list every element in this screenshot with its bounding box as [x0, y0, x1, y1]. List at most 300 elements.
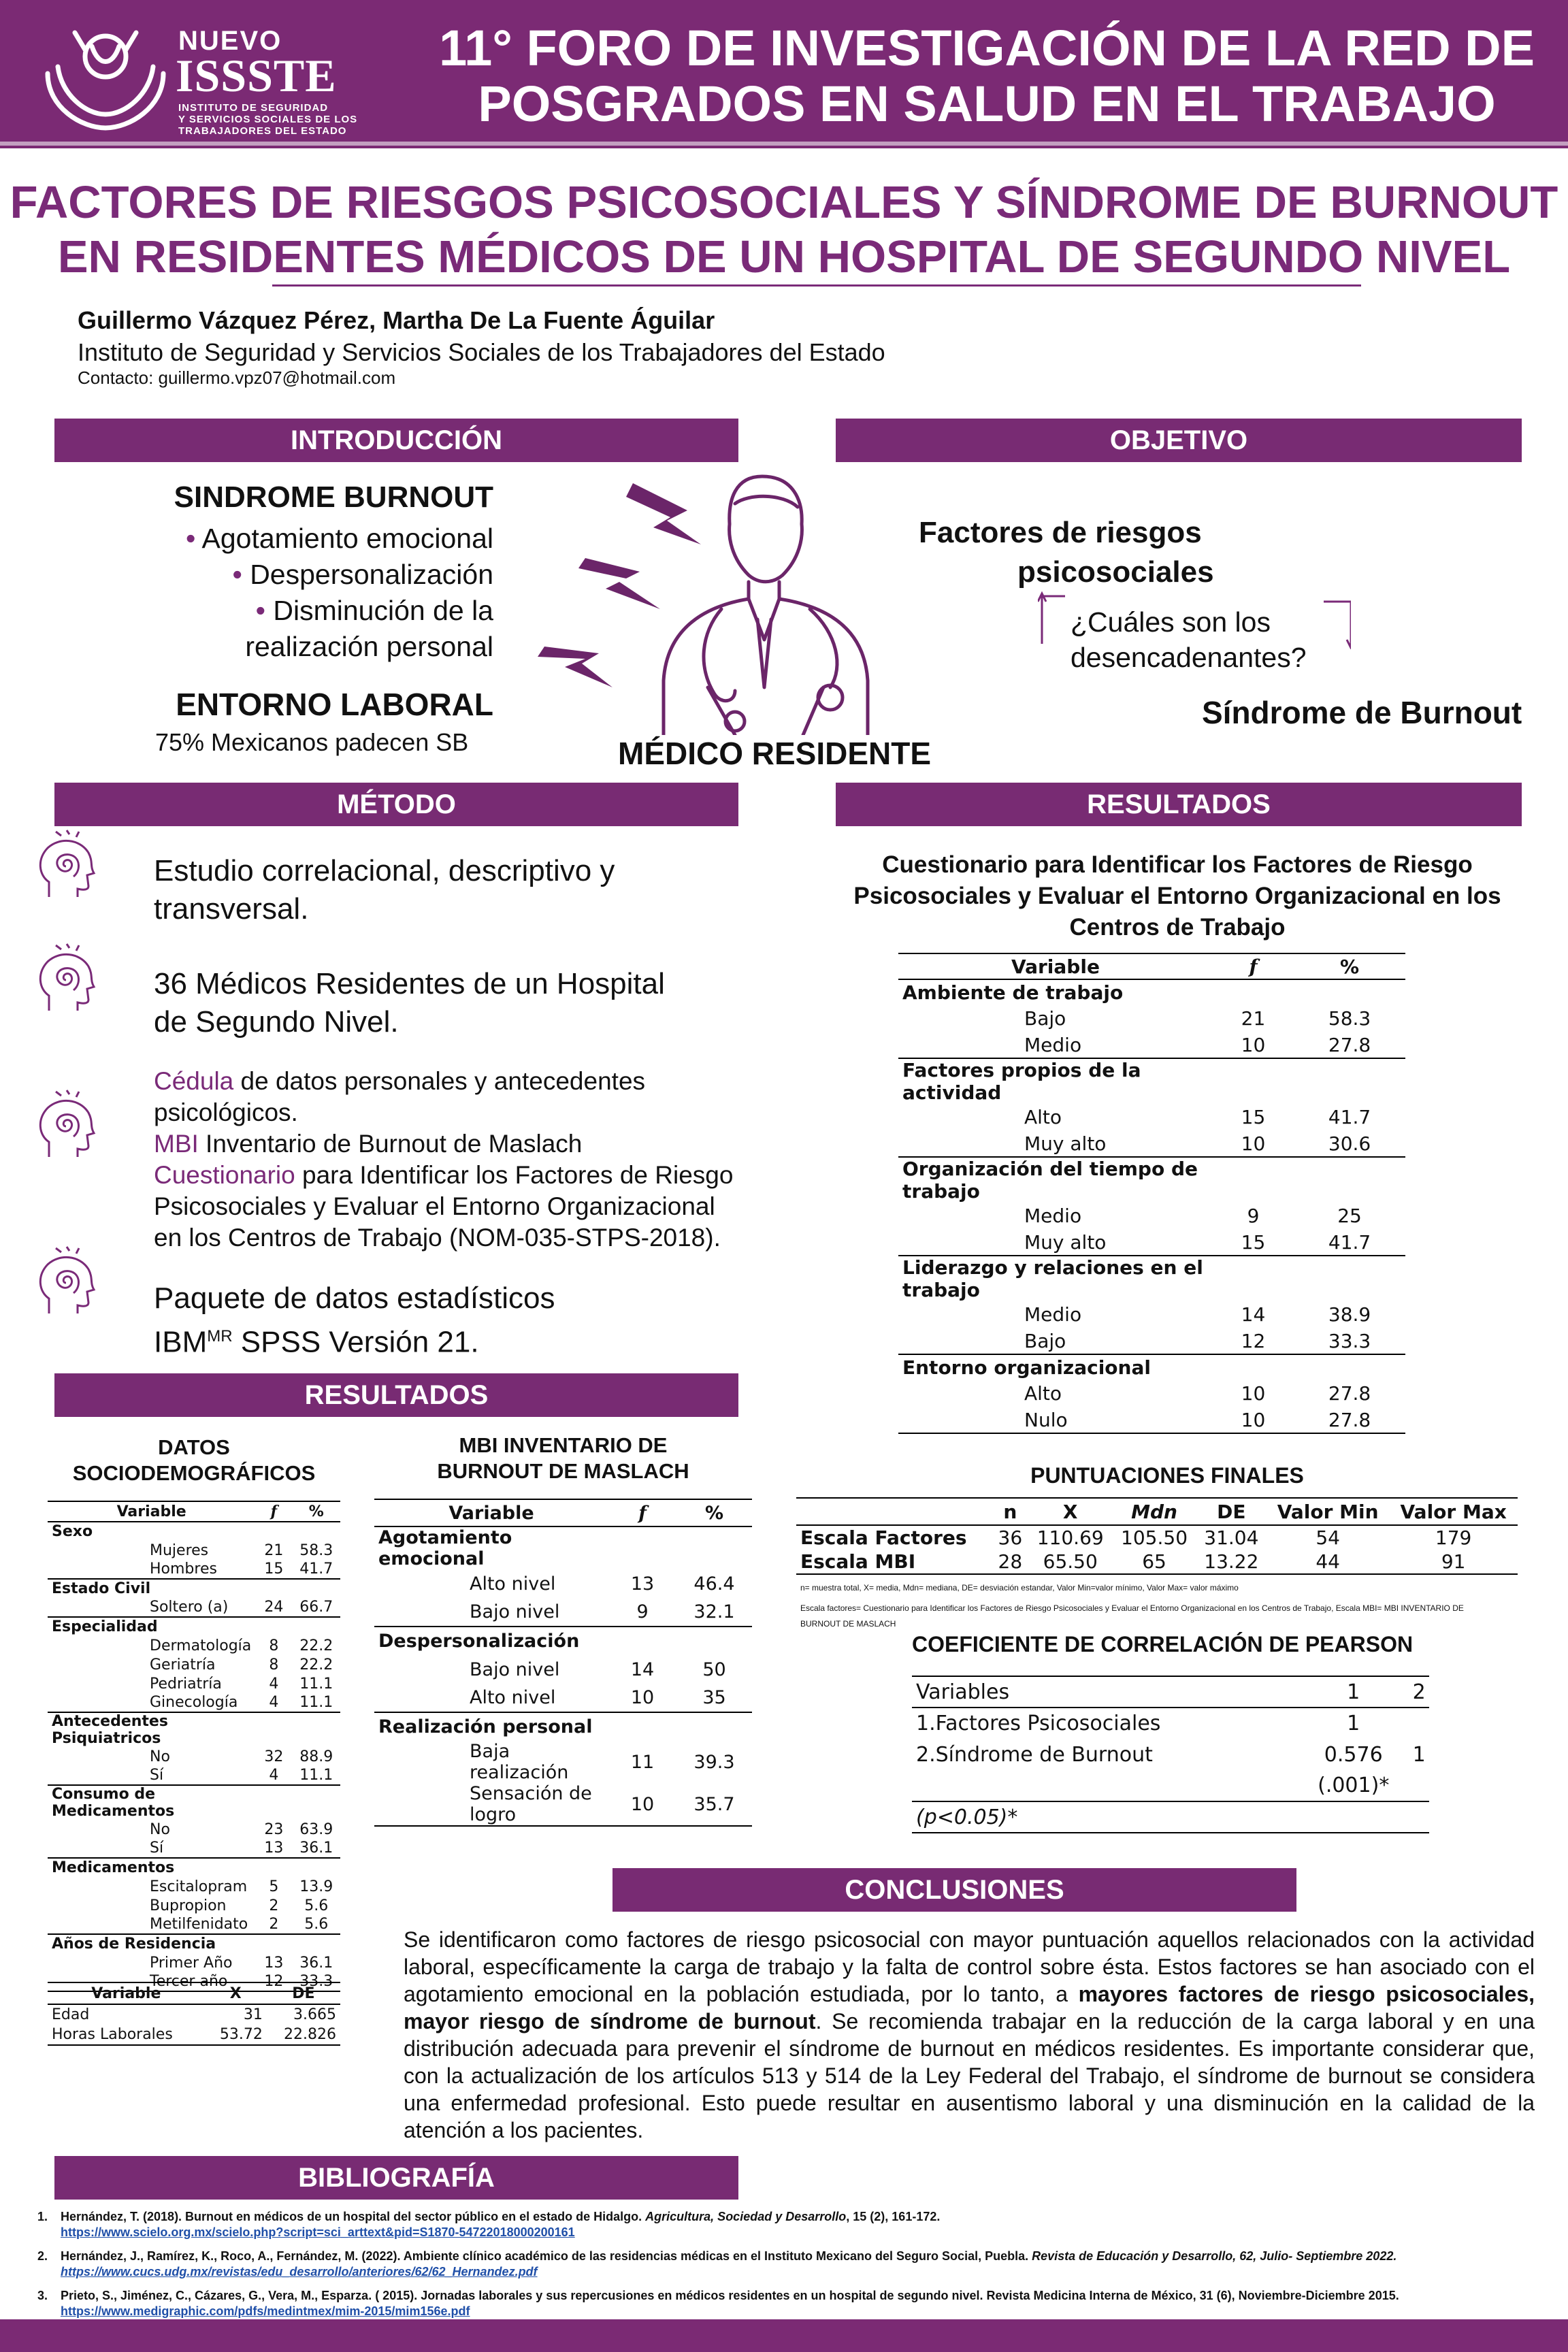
group-row [898, 1157, 1405, 1203]
row-label: Edad [52, 2006, 90, 2023]
row-label: Alto nivel [470, 1687, 556, 1708]
group-row [48, 1522, 340, 1541]
row-label: Geriatría [150, 1656, 216, 1673]
group-label: Realización personal [378, 1716, 593, 1737]
reference-2-link[interactable]: https://www.cucs.udg.mx/revistas/edu_desarrollo/anteriores/62/62_Hernandez.pdf [61, 2265, 538, 2278]
cuest-title-3: Centros de Trabajo [1069, 914, 1286, 941]
logo-sub2: Y SERVICIOS SOCIALES DE LOS [178, 114, 358, 125]
table-row [796, 1525, 1518, 1550]
table-row [48, 1560, 340, 1579]
table-row [48, 1953, 340, 1972]
row-value: 13.9 [299, 1878, 333, 1895]
row-label: No [150, 1748, 170, 1765]
cuest-title-1: Cuestionario para Identificar los Factores de Riesgo [882, 851, 1473, 878]
metodo-2a: 36 Médicos Residentes de un Hospital [154, 967, 665, 1000]
cuest-title [803, 849, 1552, 943]
column-header: Variable [448, 1502, 534, 1524]
cuestionario-text2: Psicosociales y Evaluar el Entorno Organizacional [154, 1192, 715, 1220]
footer-bar [0, 2319, 1568, 2352]
row-value: 13 [264, 1954, 284, 1972]
table-row [898, 1407, 1405, 1433]
resultados-left-heading: RESULTADOS [54, 1373, 738, 1417]
row-value: 9 [636, 1601, 649, 1622]
table-header-row [374, 1499, 752, 1526]
logo-line1: NUEVO [178, 26, 282, 56]
bibliografia-heading: BIBLIOGRAFÍA [54, 2156, 738, 2200]
head-spiral-icon [29, 1089, 103, 1164]
table-row [796, 1550, 1518, 1574]
pearson-r2-v2: 1 [1412, 1742, 1426, 1767]
row-value: 105.50 [1121, 1526, 1188, 1549]
row-value: 10 [1241, 1033, 1266, 1056]
column-header: Variable [116, 1503, 186, 1520]
row-value: 32 [264, 1748, 284, 1765]
conclusiones-p2: . Se recomienda trabajar en la reducción de la carga laboral y en una distribución adecuada para prevenir el síndrome de burnout en médicos residentes. Es importante considerar que, con la actualización de los artículos 513 y 514 de la Ley Federal del Trabajo, el síndrome de burnout se considera una enfermedad profesional. Esto puede resultar en ausentismo laboral y una disminución en la calidad de la atención a los pacientes. [404, 2009, 1535, 2142]
row-label: Escala Factores [800, 1526, 967, 1549]
medico-residente: MÉDICO RESIDENTE [618, 736, 932, 771]
row-label: Muy alto [1024, 1230, 1107, 1254]
socio-table [48, 1501, 340, 1992]
row-value: 27.8 [1328, 1408, 1371, 1431]
table-cell [1294, 1256, 1405, 1301]
row-value: 15 [1241, 1230, 1266, 1254]
table-row [898, 1104, 1405, 1130]
table-cell [1213, 1157, 1294, 1203]
row-label: Primer Año [150, 1954, 233, 1972]
table-row [48, 1598, 340, 1617]
row-value: 65 [1142, 1550, 1166, 1573]
group-label: Antecedentes Psiquiatricos [52, 1713, 168, 1747]
references [37, 2209, 1535, 2319]
group-row [374, 1526, 752, 1569]
row-value: 32.1 [693, 1601, 735, 1622]
table-row [374, 1655, 752, 1684]
header-divider [0, 142, 1568, 146]
poster-title-line1: FACTORES DE RIESGOS PSICOSOCIALES Y SÍNDROME DE BURNOUT [10, 177, 1558, 228]
group-label: Entorno organizacional [902, 1356, 1151, 1379]
column-header: DE [292, 1984, 315, 2002]
group-row [48, 1785, 340, 1820]
row-label: Nulo [1024, 1408, 1068, 1431]
table-cell [608, 1712, 676, 1741]
column-header: Valor Min [1277, 1500, 1379, 1523]
table-cell [292, 1579, 340, 1598]
punt-title: PUNTUACIONES FINALES [1030, 1463, 1304, 1488]
reference-1-link[interactable]: https://www.scielo.org.mx/scielo.php?script=sci_arttext&pid=S1870-54722018000200161 [61, 2225, 575, 2239]
group-label: Estado Civil [52, 1580, 151, 1597]
table-row [898, 1005, 1405, 1032]
table-cell [255, 1617, 292, 1636]
column-header: % [308, 1503, 324, 1520]
group-label: Factores propios de la actividad [902, 1059, 1141, 1104]
column-header: f [1249, 955, 1258, 978]
row-label: Bajo [1024, 1007, 1066, 1030]
row-label: Bajo nivel [470, 1659, 560, 1680]
socio-title [48, 1435, 340, 1486]
table-row [48, 1674, 340, 1693]
row-value: 22.2 [299, 1656, 333, 1673]
row-value: 21 [264, 1541, 284, 1559]
row-label: Escitalopram [150, 1878, 248, 1895]
conclusiones-heading: CONCLUSIONES [612, 1868, 1296, 1912]
metodo-1 [154, 852, 615, 928]
row-value: 22.2 [299, 1637, 333, 1654]
row-value: 12 [1241, 1329, 1266, 1352]
row-label: Tercer año [150, 1973, 228, 1990]
forum-title-line1: 11° FORO DE INVESTIGACIÓN DE LA RED DE [439, 20, 1535, 76]
row-value: 44 [1316, 1550, 1340, 1573]
mbi-table [374, 1499, 752, 1827]
row-value: 4 [269, 1767, 279, 1784]
table-cell [292, 1712, 340, 1747]
row-value: 15 [264, 1561, 284, 1578]
group-row [898, 1256, 1405, 1301]
column-header: Variable [1011, 955, 1100, 978]
row-value: 13.22 [1204, 1550, 1259, 1573]
mbi-title-1: MBI INVENTARIO DE [459, 1433, 668, 1457]
table-header-row [48, 1501, 340, 1522]
group-label: Medicamentos [52, 1859, 175, 1876]
column-header: f [270, 1503, 278, 1520]
contact: Contacto: guillermo.vpz07@hotmail.com [78, 368, 396, 388]
table-header-row [898, 953, 1405, 979]
row-value: 2 [269, 1916, 279, 1933]
burnout-item-3b: realización personal [245, 631, 493, 662]
pearson-r2-p: (.001)* [1318, 1774, 1390, 1797]
table-row [48, 1655, 340, 1674]
group-row [898, 979, 1405, 1005]
row-value: 50 [702, 1659, 726, 1680]
row-value: 2 [269, 1897, 279, 1914]
group-label: Despersonalización [378, 1631, 580, 1652]
row-value: 30.6 [1328, 1132, 1371, 1155]
punt-notes [800, 1578, 1522, 1629]
table-row [48, 1915, 340, 1934]
table-row [898, 1229, 1405, 1256]
group-row [374, 1627, 752, 1655]
table-cell [1213, 1058, 1294, 1104]
row-value: 31.04 [1204, 1526, 1259, 1549]
pearson-table [912, 1676, 1429, 1833]
table-cell [255, 1522, 292, 1541]
table-cell [292, 1617, 340, 1636]
table-cell [292, 1858, 340, 1877]
metodo-2b: de Segundo Nivel. [154, 1005, 399, 1039]
objetivo-sindrome: Síndrome de Burnout [1202, 695, 1522, 730]
socio-title-1: DATOS [158, 1435, 230, 1459]
row-label: Metilfenidato [150, 1916, 248, 1933]
row-value: 10 [630, 1793, 655, 1815]
table-cell [1294, 1354, 1405, 1380]
row-label: Sensación de logro [470, 1783, 592, 1825]
row-value: 15 [1241, 1106, 1266, 1128]
pearson-r1-v2 [1409, 1708, 1429, 1739]
intro-heading: INTRODUCCIÓN [54, 419, 738, 462]
reference-3: 3. Prieto, S., Jiménez, C., Cázares, G., Vera, M., Esparza. ( 2015). Jornadas laborales y sus repercusiones en médicos residentes en un hospital de segundo nivel. Revista Medicina Interna de México, 31 (6), Noviembre-Diciembre 2015. https://www.medigraphic.com/pdfs/medintmex/mim-2015/mim156e.pdf [37, 2289, 1399, 2318]
row-value: 28 [998, 1550, 1023, 1573]
pearson-col-1: 1 [1347, 1680, 1360, 1704]
row-value: 46.4 [693, 1573, 735, 1595]
objetivo-question [1071, 604, 1307, 675]
entorno-text: 75% Mexicanos padecen SB [155, 728, 469, 756]
metodo-1a: Estudio correlacional, descriptivo y [154, 854, 615, 887]
table-row [48, 1541, 340, 1560]
reference-1: 1. Hernández, T. (2018). Burnout en médicos de un hospital del sector público en el estado de Hidalgo. Agricultura, Sociedad y Desarrollo, 15 (2), 161-172. https://www.scielo.org.mx/scielo.php?script=sci_arttext&pid=S1870-54722018000200161 [37, 2210, 941, 2239]
row-value: 3.665 [293, 2006, 336, 2023]
row-value: 10 [630, 1687, 655, 1708]
table-cell [255, 1579, 292, 1598]
row-value: 4 [269, 1675, 279, 1693]
group-label: Años de Residencia [52, 1936, 216, 1953]
row-value: 9 [1247, 1205, 1260, 1227]
mbi-text: Inventario de Burnout de Maslach [198, 1130, 583, 1158]
mbi-label: MBI [154, 1130, 199, 1158]
cuestionario-label: Cuestionario [154, 1161, 295, 1189]
cuest-title-2: Psicosociales y Evaluar el Entorno Organizacional en los [853, 883, 1501, 909]
table-row [48, 1693, 340, 1712]
group-row [48, 1617, 340, 1636]
row-value: 36.1 [299, 1954, 333, 1972]
table-row [898, 1328, 1405, 1354]
group-row [374, 1712, 752, 1741]
row-label: Medio [1024, 1033, 1082, 1056]
table-header-row [48, 1982, 340, 2004]
column-header: % [1340, 955, 1360, 978]
burnout-item-3: Disminución de la [273, 595, 493, 626]
row-label: Mujeres [150, 1541, 209, 1559]
row-value: 27.8 [1328, 1382, 1371, 1405]
table-cell [255, 1858, 292, 1877]
row-value: 13 [630, 1573, 655, 1595]
table-cell [1213, 979, 1294, 1005]
table-row [48, 1820, 340, 1839]
row-label: Sí [150, 1840, 164, 1857]
row-value: 22.826 [284, 2026, 336, 2043]
column-header: Mdn [1131, 1500, 1177, 1523]
table-cell [1213, 1354, 1294, 1380]
row-value: 110.69 [1036, 1526, 1104, 1549]
column-header: X [1062, 1500, 1078, 1523]
row-value: 63.9 [299, 1820, 333, 1838]
row-value: 35.7 [693, 1793, 735, 1815]
group-label: Agotamiento emocional [378, 1527, 512, 1569]
table-cell [255, 1934, 292, 1953]
objetivo-line1: Factores de riesgos [919, 516, 1202, 549]
table-row [374, 1684, 752, 1712]
table-row [48, 1896, 340, 1915]
row-value: 41.7 [1328, 1106, 1371, 1128]
row-value: 11.1 [299, 1694, 333, 1711]
socio-title-2: SOCIODEMOGRÁFICOS [72, 1461, 316, 1485]
row-value: 14 [630, 1659, 655, 1680]
table-cell [1213, 1256, 1294, 1301]
pearson-r1-label: 1.Factores Psicosociales [916, 1712, 1161, 1735]
table-cell [1294, 1058, 1405, 1104]
metodo-1b: transversal. [154, 892, 309, 926]
row-label: Ginecología [150, 1694, 238, 1711]
row-value: 5.6 [304, 1897, 329, 1914]
row-value: 12 [264, 1973, 284, 1990]
reference-3-link[interactable]: https://www.medigraphic.com/pdfs/medintmex/mim-2015/mim156e.pdf [61, 2304, 470, 2318]
table-row [48, 1747, 340, 1766]
row-value: 27.8 [1328, 1033, 1371, 1056]
row-value: 31 [243, 2006, 263, 2023]
row-value: 91 [1441, 1550, 1466, 1573]
head-spiral-icon [29, 1245, 103, 1320]
group-label: Consumo de Medicamentos [52, 1786, 175, 1820]
resultados-right-heading: RESULTADOS [836, 783, 1522, 826]
table-row [48, 2004, 340, 2025]
table-cell [292, 1785, 340, 1820]
table-cell [676, 1627, 752, 1655]
row-value: 5 [269, 1878, 279, 1895]
edad-table [48, 1982, 340, 2046]
table-row [48, 1766, 340, 1785]
group-label: Liderazgo y relaciones en el trabajo [902, 1256, 1203, 1301]
group-label: Especialidad [52, 1618, 158, 1635]
table-cell [1294, 1157, 1405, 1203]
metodo-4b-pre: IBM [154, 1325, 208, 1359]
punt-note-1: n= muestra total, X= media, Mdn= mediana, DE= desviación estandar, Valor Min=valor mínimo, Valor Max= valor máximo [800, 1583, 1239, 1592]
row-value: 11.1 [299, 1675, 333, 1693]
metodo-3 [154, 1066, 733, 1254]
row-value: 36 [998, 1526, 1023, 1549]
row-label: Bupropion [150, 1897, 227, 1914]
pearson-r1-v1: 1 [1347, 1712, 1360, 1735]
forum-title-line2: POSGRADOS EN SALUD EN EL TRABAJO [478, 76, 1496, 132]
conclusiones-p1: Se identificaron como factores de riesgo psicosocial con mayor puntuación aquellos relacionados con la actividad laboral, específicamente la carga de trabajo y la falta de control sobre ésta. Estos factores se han asociado con el agotamiento emocional en la población estudiada, por lo tanto, a [404, 1927, 1535, 2006]
burnout-title: SINDROME BURNOUT [174, 480, 493, 514]
column-header: DE [1217, 1500, 1246, 1523]
metodo-heading: MÉTODO [54, 783, 738, 826]
table-header-row [796, 1498, 1518, 1525]
row-value: 41.7 [299, 1561, 333, 1578]
row-value: 41.7 [1328, 1230, 1371, 1254]
row-value: 10 [1241, 1382, 1266, 1405]
cedula-text2: psicológicos. [154, 1098, 298, 1126]
row-value: 33.3 [1328, 1329, 1371, 1352]
group-row [898, 1058, 1405, 1104]
row-label: Bajo nivel [470, 1601, 560, 1622]
row-label: No [150, 1820, 170, 1838]
punt-table [796, 1497, 1518, 1575]
row-value: 39.3 [693, 1751, 735, 1773]
objetivo-q1: ¿Cuáles son los [1071, 606, 1271, 638]
table-row [374, 1783, 752, 1826]
lightning-icons [538, 483, 701, 687]
row-value: 10 [1241, 1132, 1266, 1155]
row-value: 8 [269, 1637, 279, 1654]
group-row [48, 1934, 340, 1953]
punt-note-2: Escala factores= Cuestionario para Identificar los Factores de Riesgo Psicosociales y Evaluar el Entorno Organizacional en los Centros de Trabajo, Escala MBI= MBI INVENTARIO DE [800, 1603, 1464, 1613]
row-value: 53.72 [219, 2026, 263, 2043]
objetivo-q2: desencadenantes? [1071, 642, 1307, 673]
head-spiral-icon [29, 829, 103, 904]
punt-note-3: BURNOUT DE MASLACH [800, 1619, 896, 1629]
row-value: 10 [1241, 1408, 1266, 1431]
pearson-r2-label: 2.Síndrome de Burnout [916, 1742, 1153, 1767]
row-value: 14 [1241, 1303, 1266, 1326]
conclusiones-bold: mayores factores de riesgo psicosociales, mayor riesgo de síndrome de burnout [404, 1982, 1535, 2034]
title-underline [272, 284, 1361, 287]
group-row [48, 1579, 340, 1598]
table-row [374, 1598, 752, 1627]
row-value: 179 [1435, 1526, 1472, 1549]
table-row [898, 1380, 1405, 1407]
row-value: 35 [702, 1687, 726, 1708]
row-value: 11 [630, 1751, 655, 1773]
forum-title [422, 20, 1552, 132]
row-value: 66.7 [299, 1599, 333, 1616]
table-cell [292, 1522, 340, 1541]
row-label: Dermatología [150, 1637, 252, 1654]
logo-sub1: INSTITUTO DE SEGURIDAD [178, 102, 329, 114]
metodo-4b-sup: MR [207, 1327, 233, 1345]
row-label: Pedriatría [150, 1675, 222, 1693]
row-label: Medio [1024, 1303, 1082, 1326]
row-label: Bajo [1024, 1329, 1066, 1352]
row-value: 54 [1316, 1526, 1340, 1549]
table-cell [676, 1526, 752, 1569]
metodo-4b-post: SPSS Versión 21. [232, 1325, 479, 1359]
row-label: Baja realización [470, 1741, 569, 1783]
row-value: 33.3 [299, 1973, 333, 1990]
row-value: 36.1 [299, 1840, 333, 1857]
metodo-4 [154, 1279, 555, 1362]
mbi-title [374, 1433, 752, 1484]
row-value: 8 [269, 1656, 279, 1673]
table-row [48, 2025, 340, 2045]
table-row [374, 1741, 752, 1783]
group-row [48, 1712, 340, 1747]
pearson-col-0: Variables [916, 1680, 1010, 1704]
pearson-note: (p<0.05)* [916, 1805, 1018, 1829]
burnout-item-1: Agotamiento emocional [201, 523, 493, 554]
row-value: 4 [269, 1694, 279, 1711]
table-row [48, 1839, 340, 1858]
pearson-col-2: 2 [1412, 1680, 1426, 1704]
row-value: 65.50 [1043, 1550, 1098, 1573]
column-header: n [1003, 1500, 1017, 1523]
row-label: Escala MBI [800, 1550, 916, 1573]
row-value: 21 [1241, 1007, 1266, 1030]
row-label: Alto [1024, 1106, 1062, 1128]
group-row [898, 1354, 1405, 1380]
table-row [898, 1130, 1405, 1157]
cedula-text: de datos personales y antecedentes [233, 1067, 646, 1095]
row-value: 13 [264, 1840, 284, 1857]
row-label: Horas Laborales [52, 2026, 173, 2043]
column-header: Variable [91, 1984, 161, 2002]
table-cell [676, 1712, 752, 1741]
cuestionario-text3: en los Centros de Trabajo (NOM-035-STPS-2018). [154, 1224, 721, 1252]
row-value: 38.9 [1328, 1303, 1371, 1326]
column-header [796, 1498, 992, 1525]
table-cell [608, 1526, 676, 1569]
logo-line2: ISSSTE [176, 50, 337, 101]
pearson-r2-v1: 0.576 [1324, 1742, 1383, 1767]
table-row [48, 1636, 340, 1655]
row-label: Sí [150, 1767, 164, 1784]
metodo-4a: Paquete de datos estadísticos [154, 1281, 555, 1315]
table-row [898, 1203, 1405, 1229]
metodo-2 [154, 965, 665, 1041]
cedula-label: Cédula [154, 1067, 234, 1095]
group-label: Sexo [52, 1523, 93, 1540]
row-value: 11.1 [299, 1767, 333, 1784]
row-label: Medio [1024, 1205, 1082, 1227]
row-value: 5.6 [304, 1916, 329, 1933]
